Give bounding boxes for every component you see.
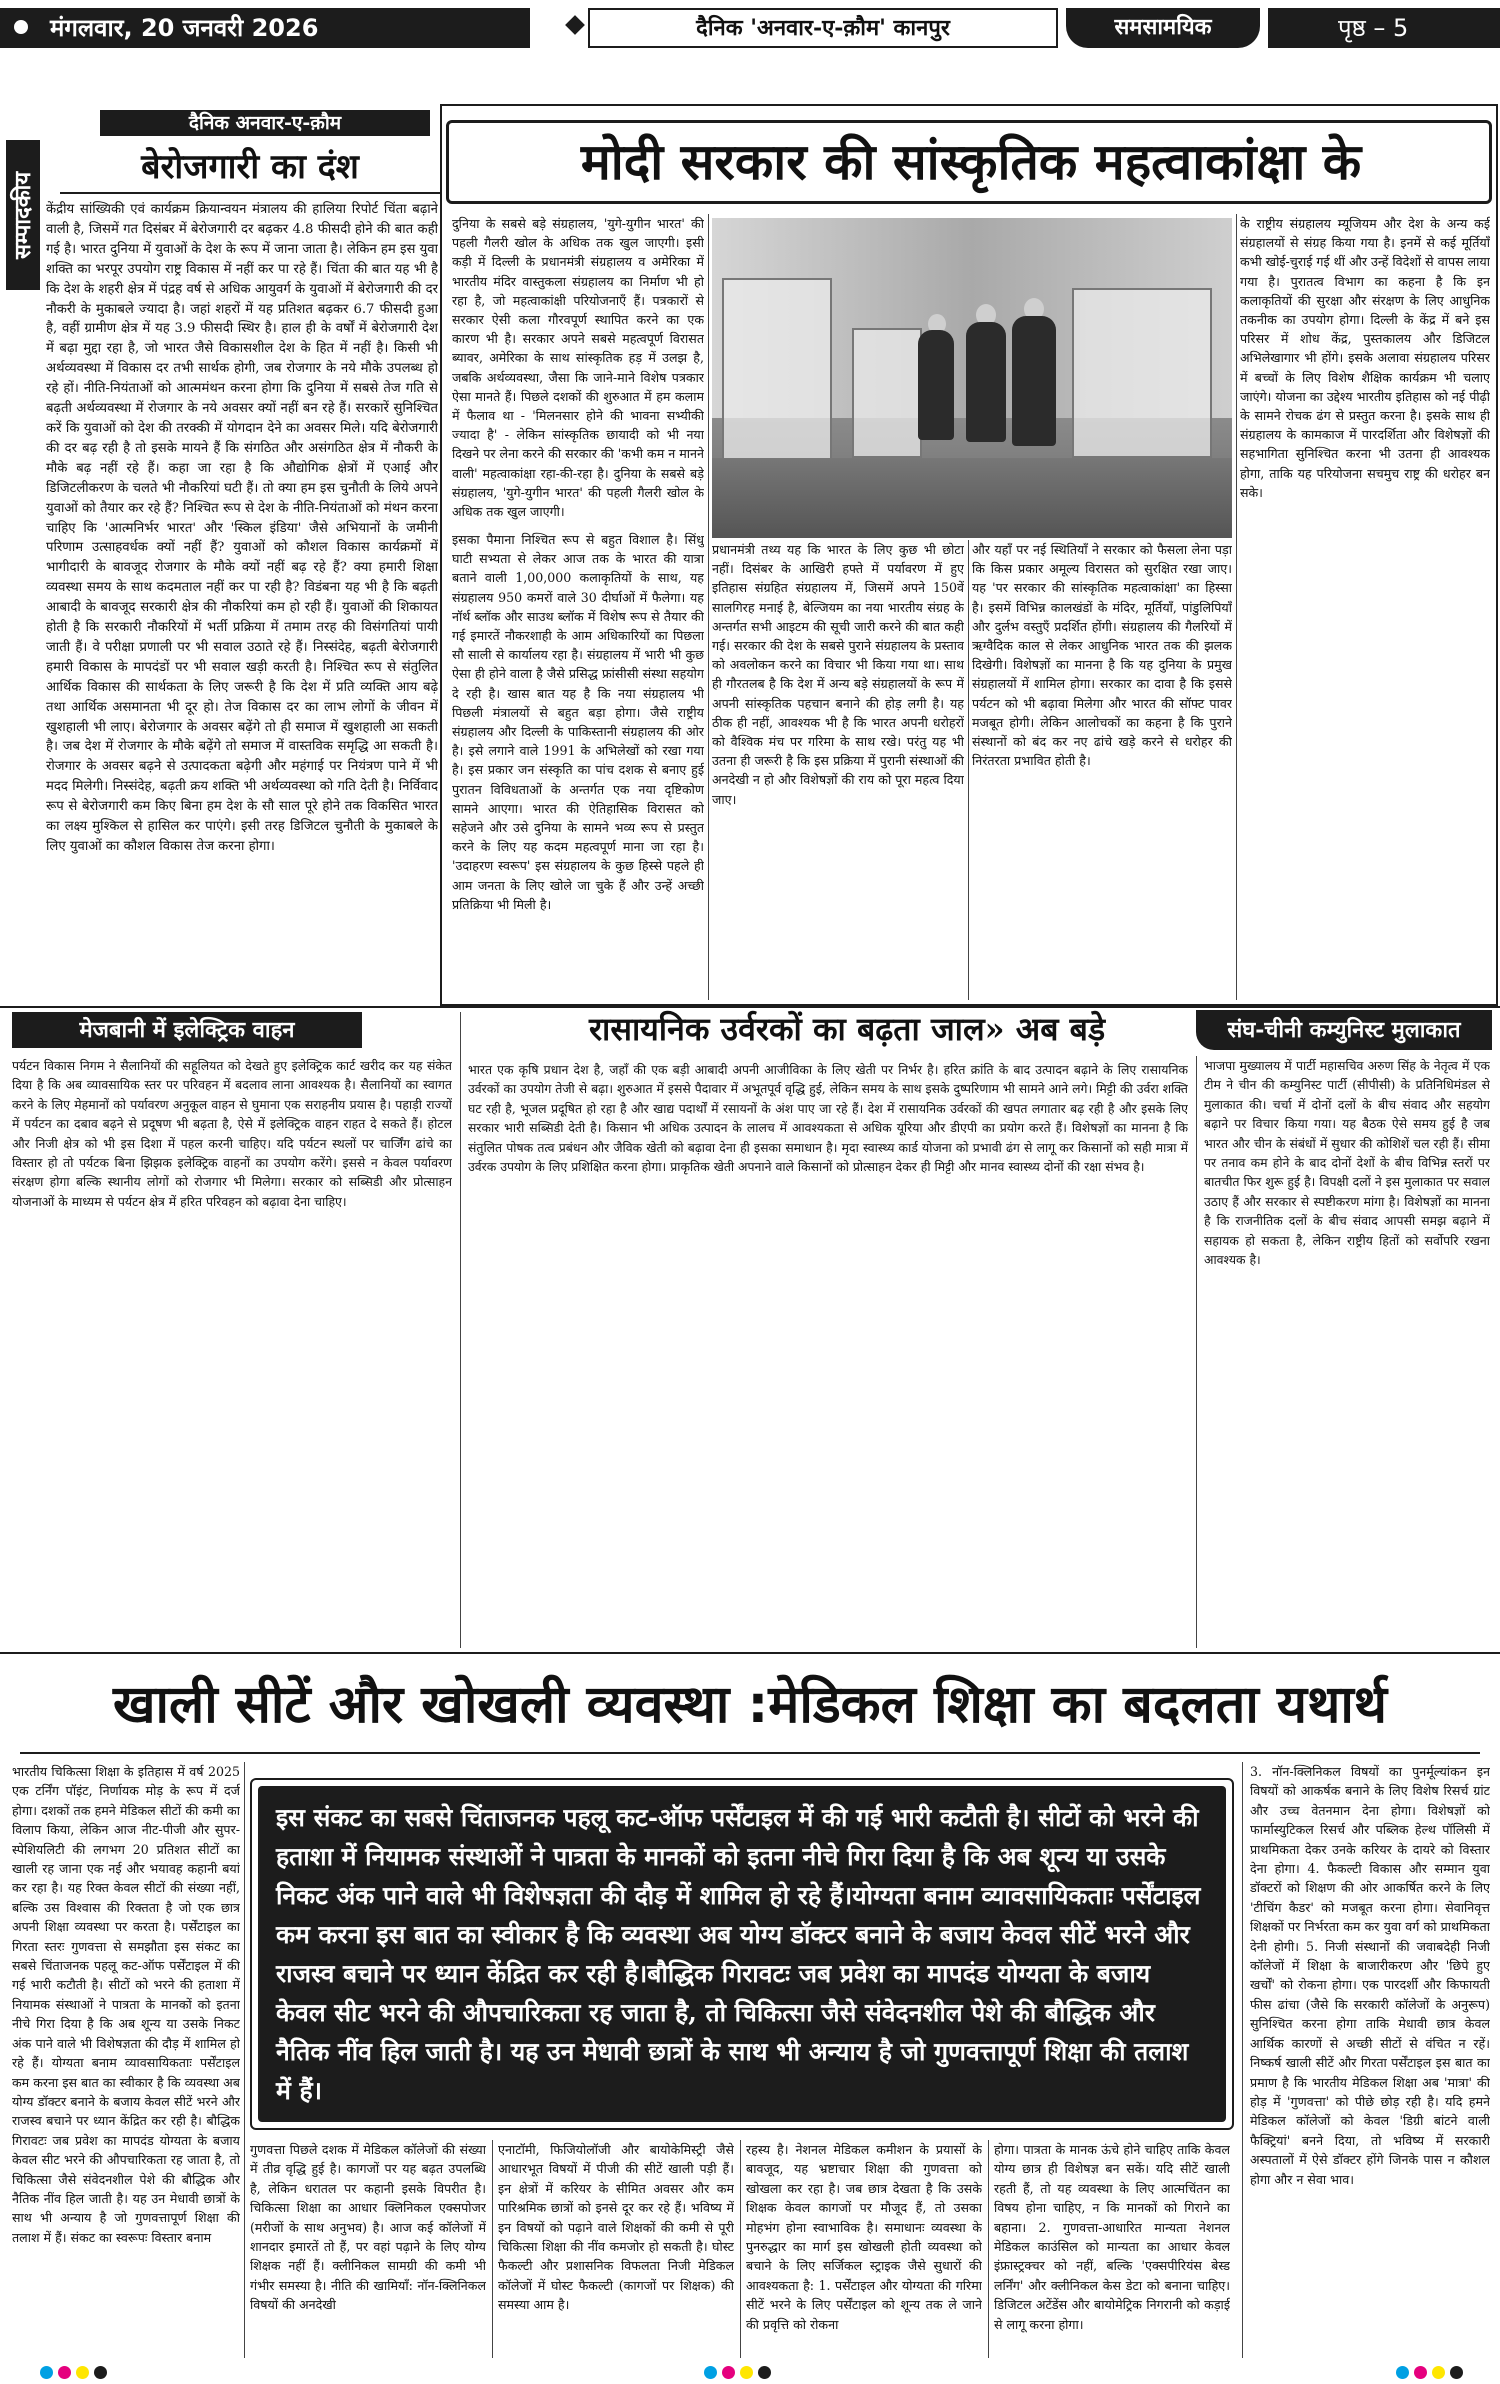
fertilizer-body: भारत एक कृषि प्रधान देश है, जहाँ की एक बड़ी आबादी अपनी आजीविका के लिए खेती पर निर्भर है। हरित क्रांति के बाद उत्पादन बढ़ाने के लिए रासायनिक उर्वरकों का उपयोग तेजी से बढ़ा। शुरुआत में इससे पैदावार में अभूतपूर्व वृद्धि हुई, लेकिन समय के साथ इसके दुष्परिणाम भी सामने आने लगे। मिट्टी की उर्वरा शक्ति घट रही है, भूजल प्रदूषित हो रहा है और खाद्य पदार्थों में रसायनों के अंश पाए जा रहे हैं। देश में रासायनिक उर्वरकों की खपत लगातार बढ़ रही है और इसके लिए सरकार भारी सब्सिडी देती है। किसान भी अधिक उत्पादन के लालच में आवश्यकता से अधिक यूरिया और डीएपी का प्रयोग करते हैं। विशेषज्ञों का मानना है कि संतुलित पोषक तत्व प्रबंधन और जैविक खेती को बढ़ावा देना ही इसका समाधान है। मृदा स्वास्थ्य कार्ड योजना को प्रभावी ढंग से लागू कर किसानों को सही मात्रा में उर्वरक उपयोग के लिए प्रशिक्षित करना होगा। प्राकृतिक खेती अपनाने वाले किसानों को प्रोत्साहन देकर ही मिट्टी और मानव स्वास्थ्य दोनों की रक्षा संभव है।	[468, 1062, 1188, 1175]
registration-mark-icon	[40, 2366, 53, 2379]
registration-mark-icon	[1396, 2366, 1409, 2379]
registration-mark-icon	[94, 2366, 107, 2379]
editorial-body: केंद्रीय सांख्यिकी एवं कार्यक्रम क्रियान्वयन मंत्रालय की हालिया रिपोर्ट चिंता बढ़ाने वाली है, जिसमें गत दिसंबर में बेरोजगारी दर बढ़कर 4.8 फीसदी होने की बात कही गई है। भारत दुनिया में युवाओं के देश के रूप में जाना जाता है। लेकिन हम इस युवा शक्ति का भरपूर उपयोग राष्ट्र विकास में नहीं कर पा रहे हैं। चिंता की बात यह भी है कि देश के शहरी क्षेत्र में पंद्रह वर्ष से अधिक आयुवर्ग के युवाओं में बेरोजगारी की दर नौकरी के मुकाबले ज्यादा है। जहां शहरों में यह प्रतिशत बढ़कर 6.7 फीसदी हुआ है, वहीं ग्रामीण क्षेत्र में यह 3.9 फीसदी स्थिर है। हाल ही के वर्षों में बेरोजगारी देश में बढ़ा मुद्दा रहा है, जो भारत जैसे विकासशील देश के हित में नहीं है। किसी भी अर्थव्यवस्था में विकास दर तभी सार्थक होगी, जब रोजगार के नये मौके उपलब्ध हो रहे हों। नीति-नियंताओं को आत्ममंथन करना होगा कि दुनिया में सबसे तेज गति से बढ़ती अर्थव्यवस्था में रोजगार के नये अवसर क्यों नहीं बन रहे हैं। सरकारें सुनिश्चित करें कि युवाओं को देश की तरक्की में योगदान देने का अवसर मिले। यदि बेरोजगारी की दर बढ़ रही है तो इसके मायने हैं कि संगठित और असंगठित क्षेत्र में नौकरी के मौके बढ़ नहीं रहे हैं। कहा जा रहा है कि औद्योगिक क्षेत्रों में एआई और डिजिटलीकरण के चलते भी नौकरियां घटी हैं। तो क्या हम इस चुनौती के लिये अपने युवाओं को तैयार कर रहे हैं? निश्चित रूप से देश के नीति-नियंताओं को मंथन करना चाहिए कि 'आत्मनिर्भर भारत' और 'स्किल इंडिया' जैसे अभियानों के जमीनी परिणाम उत्साहवर्धक क्यों नहीं हैं? युवाओं को कौशल विकास कार्यक्रमों में भागीदारी के बावजूद रोजगार के मौके क्यों नहीं बढ़ रहे हैं? क्या हमारी शिक्षा व्यवस्था समय के साथ कदमताल नहीं कर पा रही है? विडंबना यह भी है कि बढ़ती आबादी के बावजूद सरकारी क्षेत्र की नौकरियां कम हो रही हैं। युवाओं की शिकायत होती है कि सरकारी नौकरियों में भर्ती प्रक्रिया में तमाम तरह की विसंगतियां पायी जाती हैं। वे परीक्षा प्रणाली पर भी सवाल उठाते रहे हैं। निस्संदेह, बढ़ती बेरोजगारी हमारी विकास के मापदंडों पर भी सवाल खड़ी करती है। निश्चित रूप से संतुलित आर्थिक विकास की सार्थकता के लिए जरूरी है कि देश में प्रति व्यक्ति आय बढ़े तथा आर्थिक असमानता भी दूर हो। तेज विकास दर का लाभ लोगों के जीवन में खुशहाली भी लाए। बेरोजगार के अवसर बढ़ेंगे तो ही समाज में खुशहाली आ सकती है। जब देश में रोजगार के मौके बढ़ेंगे तो समाज में वास्तविक समृद्धि आ सकती है। रोजगार के अवसर बढ़ने से उत्पादकता बढ़ेगी और महंगाई पर नियंत्रण पाने में भी मदद मिलेगी। निस्संदेह, बढ़ती क्रय शक्ति भी अर्थव्यवस्था को गति देती है। निर्विवाद रूप से बेरोजगारी कम किए बिना हम देश के सौ साल पूरे होने तक विकसित भारत का लक्ष्य मुश्किल से हासिल कर पाएंगे। इसी तरह डिजिटल चुनौती के मुकाबले के लिए युवाओं का कौशल विकास तेज करना होगा।	[46, 202, 438, 854]
column-rule	[460, 1012, 461, 1648]
section-divider	[0, 1652, 1500, 1654]
column-rule	[708, 214, 709, 1000]
medical-column-c1: गुणवत्ता पिछले दशक में मेडिकल कॉलेजों की संख्या में तीव्र वृद्धि हुई है। कागजों पर यह बढ़त उपलब्धि है, लेकिन धरातल पर कहानी इसके विपरीत है। चिकित्सा शिक्षा का आधार क्लिनिकल एक्सपोजर (मरीजों के साथ अनुभव) है। आज कई कॉलेजों में शानदार इमारतें तो हैं, पर वहां पढ़ाने के लिए योग्य शिक्षक नहीं हैं। क्लीनिकल सामग्री की कमी भी गंभीर समस्या है। नीति की खामियाँ: नॉन-क्लिनिकल विषयों की अनदेखी	[250, 2142, 486, 2313]
registration-mark-icon	[740, 2366, 753, 2379]
registration-mark-icon	[1450, 2366, 1463, 2379]
fertilizer-headline: रासायनिक उर्वरकों का बढ़ता जाल» अब बड़े	[588, 1010, 1106, 1048]
column-rule	[1196, 1056, 1197, 1648]
ornament-diamond-icon	[565, 15, 585, 35]
medical-column-c4: होगा। पात्रता के मानक ऊंचे होने चाहिए ताकि केवल योग्य छात्र ही विशेषज्ञ बन सकें। यदि सीटें खाली रहती हैं, तो यह व्यवस्था के लिए आत्मचिंतन का विषय होना चाहिए, न कि मानकों को गिराने का बहाना। 2. गुणवत्ता-आधारित मान्यता नेशनल मेडिकल काउंसिल को मान्यता का आधार केवल इंफ्रास्ट्रक्चर को नहीं, बल्कि 'एक्सपीरियंस बेस्ड लर्निंग' और क्लीनिकल केस डेटा को बनाना चाहिए। डिजिटल अटेंडेंस और बायोमेट्रिक निगरानी को कड़ाई से लागू करना होगा।	[994, 2142, 1230, 2332]
medical-column-c2: एनाटॉमी, फिजियोलॉजी और बायोकेमिस्ट्री जैसे आधारभूत विषयों में पीजी की सीटें खाली पड़ी हैं। इन क्षेत्रों में करियर के सीमित अवसर और कम पारिश्रमिक छात्रों को इनसे दूर कर रहे हैं। भविष्य में इन विषयों को पढ़ाने वाले शिक्षकों की कमी से पूरी चिकित्सा शिक्षा की नींव कमजोर हो सकती है। घोस्ट फैकल्टी और प्रशासनिक विफलता निजी मेडिकल कॉलेजों में घोस्ट फैकल्टी (कागजों पर शिक्षक) की समस्या आम है।	[498, 2142, 734, 2313]
column-rule	[1236, 214, 1237, 1000]
lead-column-5b	[1240, 540, 1490, 1000]
rss-cpc-body: भाजपा मुख्यालय में पार्टी महासचिव अरुण सिंह के नेतृत्व में एक टीम ने चीन की कम्युनिस्ट पार्टी (सीपीसी) के प्रतिनिधिमंडल से मुलाकात की। चर्चा में दोनों दलों के बीच संवाद और सहयोग बढ़ाने पर विचार किया गया। यह बैठक ऐसे समय हुई है जब भारत और चीन के संबंधों में सुधार की कोशिशें चल रही हैं। सीमा पर तनाव कम होने के बाद दोनों देशों के बीच विभिन्न स्तरों पर बातचीत फिर शुरू हुई है। विपक्षी दलों ने इस मुलाकात पर सवाल उठाए हैं और सरकार से स्पष्टीकरण मांगा है। विशेषज्ञों का मानना है कि राजनीतिक दलों के बीच संवाद आपसी समझ बढ़ाने में सहायक हो सकता है, लेकिन राष्ट्रीय हितों को सर्वोपरि रखना आवश्यक है।	[1204, 1058, 1490, 1268]
ev-body: पर्यटन विकास निगम ने सैलानियों की सहूलियत को देखते हुए इलेक्ट्रिक कार्ट खरीद कर यह संकेत दिया है कि अब व्यावसायिक स्तर पर परिवहन में बदलाव लाना आवश्यक है। सैलानियों का स्वागत करने के लिए मेहमानों को पर्यावरण अनुकूल वाहन से घुमाना एक सराहनीय प्रयास है। पहाड़ी राज्यों में पर्यटन का दबाव बढ़ने से प्रदूषण भी बढ़ता है, ऐसे में इलेक्ट्रिक वाहन राहत दे सकते हैं। होटल और निजी क्षेत्र को भी इस दिशा में पहल करनी चाहिए। यदि पर्यटन स्थलों पर चार्जिंग ढांचे का विस्तार हो तो पर्यटक बिना झिझक इलेक्ट्रिक वाहनों का उपयोग करेंगे। इससे न केवल पर्यावरण संरक्षण होगा बल्कि स्थानीय लोगों को रोजगार भी मिलेगा। सरकार को सब्सिडी और प्रोत्साहन योजनाओं के माध्यम से पर्यटन क्षेत्र में हरित परिवहन को बढ़ावा देना चाहिए।	[12, 1058, 452, 1209]
registration-mark-icon	[76, 2366, 89, 2379]
column-rule	[740, 2140, 741, 2358]
medical-column-c3: रहस्य है। नेशनल मेडिकल कमीशन के प्रयासों के बावजूद, यह भ्रष्टाचार शिक्षा की गुणवत्ता को खोखला कर रहा है। जब छात्र देखता है कि उसके शिक्षक केवल कागजों पर मौजूद हैं, तो उसका मोहभंग होना स्वाभाविक है। समाधानः व्यवस्था के पुनरुद्धार का मार्ग इस खोखली होती व्यवस्था को बचाने के लिए सर्जिकल स्ट्राइक जैसे सुधारों की आवश्यकता है: 1. पर्सेंटाइल और योग्यता की गरिमा सीटें भरने के लिए पर्सेंटाइल को शून्य तक ले जाने की प्रवृत्ति को रोकना	[746, 2142, 982, 2332]
pull-quote: इस संकट का सबसे चिंताजनक पहलू कट-ऑफ पर्सेंटाइल में की गई भारी कटौती है। सीटों को भरने की हताशा में नियामक संस्थाओं ने पात्रता के मानकों को इतना नीचे गिरा दिया है कि अब शून्य या उसके निकट अंक पाने वाले भी विशेषज्ञता की दौड़ में शामिल हो रहे हैं।योग्यता बनाम व्यावसायिकताः पर्सेंटाइल कम करना इस बात का स्वीकार है कि व्यवस्था अब योग्य डॉक्टर बनाने के बजाय केवल सीटें भरने और राजस्व बचाने पर ध्यान केंद्रित कर रही है।बौद्धिक गिरावटः जब प्रवेश का मापदंड योग्यता के बजाय केवल सीट भरने की औपचारिकता रह जाता है, तो चिकित्सा जैसे संवेदनशील पेशे की बौद्धिक और नैतिक नींव हिल जाती है। यह उन मेधावी छात्रों के साथ भी अन्याय है जो गुणवत्तापूर्ण शिक्षा की तलाश में हैं।	[258, 1786, 1226, 2122]
medical-left-column: भारतीय चिकित्सा शिक्षा के इतिहास में वर्ष 2025 एक टर्निंग पॉइंट, निर्णायक मोड़ के रूप में दर्ज होगा। दशकों तक हमने मेडिकल सीटों की कमी का विलाप किया, लेकिन आज नीट-पीजी और सुपर-स्पेशियलिटी की लगभग 20 प्रतिशत सीटों का खाली रह जाना एक नई और भयावह कहानी बयां कर रहा है। यह रिक्त केवल सीटों की संख्या नहीं, बल्कि उस विश्वास की रिक्तता है जो एक छात्र अपनी शिक्षा व्यवस्था पर करता है। पर्सेंटाइल का गिरता स्तरः गुणवत्ता से समझौता इस संकट का सबसे चिंताजनक पहलू कट-ऑफ पर्सेंटाइल में की गई भारी कटौती है। सीटों को भरने की हताशा में नियामक संस्थाओं ने पात्रता के मानकों को इतना नीचे गिरा दिया है कि अब शून्य या उसके निकट अंक पाने वाले भी विशेषज्ञता की दौड़ में शामिल हो रहे हैं। योग्यता बनाम व्यावसायिकताः पर्सेंटाइल कम करना इस बात का स्वीकार है कि व्यवस्था अब योग्य डॉक्टर बनाने के बजाय केवल सीटें भरने और राजस्व बचाने पर ध्यान केंद्रित कर रही है। बौद्धिक गिरावटः जब प्रवेश का मापदंड योग्यता के बजाय केवल सीट भरने की औपचारिकता रह जाता है, तो चिकित्सा जैसे संवेदनशील पेशे की बौद्धिक और नैतिक नींव हिल जाती है। यह उन मेधावी छात्रों के साथ भी अन्याय है जो गुणवत्तापूर्ण शिक्षा की तलाश में हैं। संकट का स्वरूपः विस्तार बनाम	[12, 1764, 240, 2245]
medical-headline: खाली सीटें और खोखली व्यवस्था :मेडिकल शिक्षा का बदलता यथार्थ	[112, 1675, 1388, 1735]
editorial-title: बेरोजगारी का दंश	[60, 140, 440, 194]
paper-name: दैनिक 'अनवार-ए-क़ौम' कानपुर	[588, 8, 1058, 48]
column-rule	[492, 2140, 493, 2358]
section-name: समसामयिक	[1066, 8, 1260, 48]
registration-mark-icon	[58, 2366, 71, 2379]
editorial-source: दैनिक अनवार-ए-क़ौम	[100, 110, 430, 136]
column-rule	[968, 540, 969, 1000]
lead-column-4: और यहाँ पर नई स्थितियाँ ने सरकार को फैसला लेना पड़ा कि किस प्रकार अमूल्य विरासत को सुरक्षित रखा जाए। यह 'पर सरकार की सांस्कृतिक महत्वाकांक्षा' का हिस्सा है। इसमें विभिन्न कालखंडों के मंदिर, मूर्तियाँ, पांडुलिपियाँ और दुर्लभ वस्तुएँ प्रदर्शित होंगी। संग्रहालय की गैलरियों में ऋग्वैदिक काल से लेकर आधुनिक भारत तक की झलक दिखेगी। विशेषज्ञों का मानना है कि यह दुनिया के प्रमुख संग्रहालयों में शामिल होगा। सरकार का दावा है कि इससे पर्यटन को भी बढ़ावा मिलेगा और भारत की सॉफ्ट पावर मजबूत होगी। लेकिन आलोचकों का कहना है कि पुराने संस्थानों को बंद कर नए ढांचे खड़े करने से धरोहर की निरंतरता प्रभावित होती है।	[972, 542, 1232, 769]
lead-headline: मोदी सरकार की सांस्कृतिक महत्वाकांक्षा के	[580, 132, 1362, 191]
lead-column-1: दुनिया के सबसे बड़े संग्रहालय, 'युगे-युगीन भारत' की पहली गैलरी खोल के अधिक तक खुल जाएगी। इसी कड़ी में दिल्ली के प्रधानमंत्री संग्रहालय व अमेरिका में भारतीय मंदिर वास्तुकला संग्रहालय का निर्माण भी हो रहा है, जो महत्वाकांक्षी परियोजनाएँ हैं। पत्रकारों से सरकार ऐसी कला गौरवपूर्ण स्थापित करने का एक कारण भी है। सरकार अपने सबसे महत्वपूर्ण विरासत ब्यावर, अमेरिका के साथ सांस्कृतिक हड़ में उलझ है, जबकि अर्थव्यवस्था, जैसा कि जाने-माने विशेष पत्रकार ऐसा मानते हैं। पिछले दशकों की शुरुआत में हम कलाम में फैलाव था - 'मिलनसार होने की भावना सभ्यीकी ज्यादा है' - लेकिन सांस्कृतिक छायादी को भी नया दिखने पर लेना करने की सरकार की 'कभी कम न मानने वाली' महत्वाकांक्षा रहा-की-रहा है। दुनिया के सबसे बड़े संग्रहालय, 'युगे-युगीन भारत' की पहली गैलरी खोल के अधिक तक खुल जाएगी।	[452, 216, 704, 520]
registration-mark-icon	[758, 2366, 771, 2379]
ev-headline: मेजबानी में इलेक्ट्रिक वाहन	[12, 1012, 362, 1048]
page-number: पृष्ठ – 5	[1268, 8, 1500, 48]
registration-mark-icon	[1432, 2366, 1445, 2379]
column-rule	[1242, 1762, 1243, 2358]
lead-column-5: के राष्ट्रीय संग्रहालय म्यूजियम और देश के अन्य कई संग्रहालयों से संग्रह किया गया है। इनमें से कई मूर्तियाँ कभी खोई-चुराई गई थीं और उन्हें विदेशों से वापस लाया गया है। पुरातत्व विभाग का कहना है कि इन कलाकृतियों की सुरक्षा और संरक्षण के लिए आधुनिक तकनीक का उपयोग होगा। दिल्ली के केंद्र में बने इस परिसर में शोध केंद्र, पुस्तकालय और डिजिटल अभिलेखागार भी होंगे। इसके अलावा संग्रहालय परिसर में बच्चों के लिए विशेष शैक्षिक कार्यक्रम भी चलाए जाएंगे। योजना का उद्देश्य भारतीय इतिहास को नई पीढ़ी के सामने रोचक ढंग से प्रस्तुत करना है। इसके साथ ही संग्रहालय के कामकाज में पारदर्शिता और विशेषज्ञों की सहभागिता सुनिश्चित करना भी उतना ही आवश्यक होगा, ताकि यह परियोजना सचमुच राष्ट्र की धरोहर बन सके।	[1240, 216, 1490, 500]
medical-right-column: 3. नॉन-क्लिनिकल विषयों का पुनर्मूल्यांकन इन विषयों को आकर्षक बनाने के लिए विशेष रिसर्च ग्रांट और उच्च वेतनमान देना होगा। विशेषज्ञों को फार्मास्युटिकल रिसर्च और पब्लिक हेल्थ पॉलिसी में प्राथमिकता देकर उनके करियर के दायरे को विस्तार देना होगा। 4. फैकल्टी विकास और सम्मान युवा डॉक्टरों को शिक्षण की ओर आकर्षित करने के लिए 'टीचिंग कैडर' को मजबूत करना होगा। सेवानिवृत्त शिक्षकों पर निर्भरता कम कर युवा वर्ग को प्राथमिकता देनी होगी। 5. निजी संस्थानों की जवाबदेही निजी कॉलेजों में शिक्षा के बाजारीकरण और 'छिपे हुए खर्चों' को रोकना होगा। एक पारदर्शी और किफायती फीस ढांचा (जैसे कि सरकारी कॉलेजों के अनुरूप) सुनिश्चित करना होगा ताकि मेधावी छात्र केवल आर्थिक कारणों से अच्छी सीटों से वंचित न रहें। निष्कर्ष खाली सीटें और गिरता पर्सेंटाइल इस बात का प्रमाण है कि भारतीय मेडिकल शिक्षा अब 'मात्रा' की होड़ में 'गुणवत्ता' को पीछे छोड़ रही है। यदि हमने मेडिकल कॉलेजों को केवल 'डिग्री बांटने वाली फैक्ट्रियां' बनने दिया, तो भविष्य में सरकारी अस्पतालों में ऐसे डॉक्टर होंगे जिनके पास न कौशल होगा और न सेवा भाव।	[1250, 1764, 1490, 2187]
lead-column-2: इसका पैमाना निश्चित रूप से बहुत विशाल है। सिंधु घाटी सभ्यता से लेकर आज तक के भारत की यात्रा बताने वाली 1,00,000 कलाकृतियों के साथ, यह संग्रहालय 950 कमरों वाले 30 दीर्घाओं में फैलेगा। यह नॉर्थ ब्लॉक और साउथ ब्लॉक में विशेष रूप से तैयार की गई इमारतें नौकरशाही के आम अधिकारियों का पिछला सौ साली से कार्यालय रहा है। संग्रहालय में भारी भी कुछ ऐसा ही होने वाला है जैसे प्रसिद्ध फ्रांसीसी संस्था सहयोग दे रही है। खास बात यह है कि नया संग्रहालय भी पिछली मंत्रालयों से बहुत बड़ा होगा। जैसे राष्ट्रीय संग्रहालय और दिल्ली के पाकिस्तानी संग्रहालय की ओर है। इसे लगाने वाले 1991 के अभिलेखों को रखा गया है। इस प्रकार जन संस्कृति का पांच दशक से बनाए हुई पुरातन विविधताओं के अन्तर्गत एक नया दृष्टिकोण सामने आएगा। भारत की ऐतिहासिक विरासत को सहेजने और उसे दुनिया के सामने भव्य रूप से प्रस्तुत करने के लिए यह कदम महत्वपूर्ण माना जा रहा है। 'उदाहरण स्वरूप' इस संग्रहालय के कुछ हिस्से पहले ही आम जनता के लिए खोले जा चुके हैं और उन्हें अच्छी प्रतिक्रिया भी मिली है।	[452, 532, 704, 912]
ornament-dot-icon	[14, 20, 28, 34]
column-rule	[244, 1762, 245, 2358]
issue-date: मंगलवार, 20 जनवरी 2026	[0, 8, 530, 48]
lead-column-3: प्रधानमंत्री तथ्य यह कि भारत के लिए कुछ भी छोटा नहीं। दिसंबर के आखिरी हफ्ते में पर्यावरण में हुए इतिहास संग्रहित संग्रहालय में, जिसमें अपने 150वें सालगिरह मनाई है, बेल्जियम का नया भारतीय संग्रह के अन्तर्गत सभी आइटम की सूची जारी करने की बात कही गई। सरकार की देश के सबसे पुराने संग्रहालय के प्रस्ताव को अवलोकन करने का विचार भी किया गया था। साथ ही गौरतलब है कि देश में अन्य बड़े संग्रहालयों के रूप में अपनी सांस्कृतिक पहचान बनाने की होड़ लगी है। यह ठीक ही नहीं, आवश्यक भी है कि भारत अपनी धरोहरों को वैश्विक मंच पर गरिमा के साथ रखे। परंतु यह भी उतना ही जरूरी है कि इस प्रक्रिया में पुरानी संस्थाओं की अनदेखी न हो और विशेषज्ञों की राय को पूरा महत्व दिया जाए।	[712, 542, 964, 807]
registration-mark-icon	[704, 2366, 717, 2379]
registration-mark-icon	[1414, 2366, 1427, 2379]
masthead-strip	[0, 0, 1500, 56]
rss-cpc-headline: संघ-चीनी कम्युनिस्ट मुलाकात	[1196, 1010, 1492, 1050]
column-rule	[988, 2140, 989, 2358]
editorial-tag: सम्पादकीय	[6, 140, 40, 290]
lead-photo	[712, 218, 1232, 538]
registration-mark-icon	[722, 2366, 735, 2379]
headline-underline	[20, 1752, 1480, 1754]
